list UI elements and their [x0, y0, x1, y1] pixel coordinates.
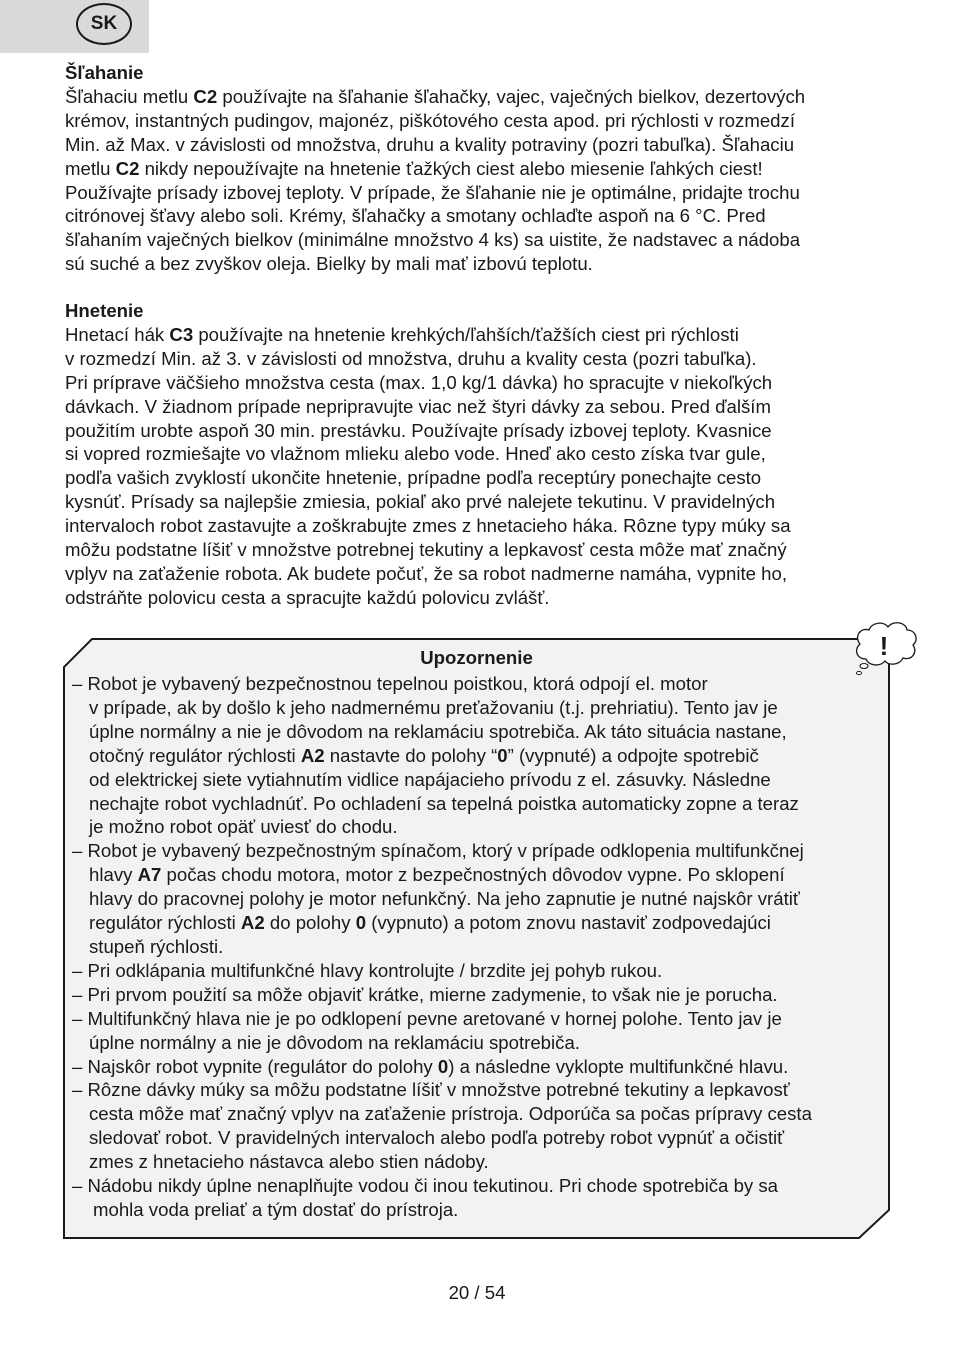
warning-bold-ref: 0 [497, 744, 508, 766]
kneading-bold-ref: C3 [169, 323, 194, 345]
whipping-line [65, 85, 895, 109]
warning-bold-ref: A7 [137, 864, 162, 886]
warning-text: od elektrickej siete vytiahnutím vidlice napájacieho prívodu z el. zásuvky. Následne [89, 768, 771, 790]
kneading-text: môžu podstatne líšiť v množstve potrebnej tekutiny a lepkavosť cesta môže mať značný [65, 539, 787, 561]
warning-list-item-continuation [72, 1198, 892, 1222]
kneading-text: kysnúť. Prísady sa najlepšie zmiesia, pokiaľ ako prvé nalejete tekutinu. V pravidelných [65, 491, 776, 513]
warning-list-item-continuation [72, 696, 892, 720]
warning-text: úplne normálny a nie je dôvodom na reklamáciu spotrebiča. [89, 1031, 580, 1053]
kneading-line [65, 395, 895, 419]
kneading-body [65, 323, 895, 610]
kneading-line [65, 490, 895, 514]
warning-text: – Robot je vybavený bezpečnostným spínačom, ktorý v prípade odklopenia multifunkčnej [72, 840, 804, 862]
kneading-text: používajte na hnetenie krehkých/ľahších/ťažších ciest pri rýchlosti [193, 323, 739, 345]
warning-text: cesta môže mať značný vplyv na zaťaženie prístroja. Odporúča sa počas prípravy cesta [89, 1103, 812, 1125]
warning-list-item-continuation [72, 1102, 892, 1126]
warning-list-item-continuation [72, 768, 892, 792]
warning-list-item-continuation [72, 887, 892, 911]
warning-list-item [72, 983, 892, 1007]
warning-text: v prípade, ak by došlo k jeho nadmernému preťažovaniu (t.j. prehriatiu). Tento jav je [89, 696, 778, 718]
warning-text: stupeň rýchlosti. [89, 935, 224, 957]
kneading-line [65, 442, 895, 466]
warning-text: nastavte do polohy “ [324, 744, 498, 766]
warning-bold-ref: 0 [437, 1055, 449, 1077]
whipping-text: metlu [65, 157, 116, 179]
warning-list-item-continuation [72, 815, 892, 839]
page-number: 20 / 54 [448, 1282, 506, 1303]
kneading-text: Hnetací hák [65, 323, 170, 345]
kneading-line [65, 514, 895, 538]
warning-text: – Multifunkčný hlava nie je po odklopení pevne aretované v hornej polohe. Tento jav je [72, 1007, 782, 1029]
whipping-line [65, 157, 895, 181]
whipping-text: šľahaním vaječných bielkov (minimálne množstvo 4 ks) sa uistite, že nadstavec a nádoba [65, 229, 801, 251]
whipping-bold-ref: C2 [193, 85, 218, 107]
warning-text: mohla voda preliať a tým dostať do prístroja. [93, 1198, 459, 1220]
warning-text: otočný regulátor rýchlosti [89, 744, 301, 766]
warning-text: je možno robot opäť uviesť do chodu. [89, 816, 398, 838]
warning-list-item [72, 1055, 892, 1079]
whipping-line [65, 133, 895, 157]
whipping-section [65, 61, 895, 276]
kneading-text: odstráňte polovicu cesta a spracujte každú polovicu zvlášť. [65, 586, 550, 608]
whipping-text: sú suché a bez zvyškov oleja. Bielky by mali mať izbovú teplotu. [65, 253, 593, 275]
warning-text: – Pri odklápania multifunkčné hlavy kontrolujte / brzdite jej pohyb rukou. [72, 959, 663, 981]
kneading-heading: Hnetenie [65, 300, 144, 321]
warning-text: (vypnuto) a potom znovu nastaviť zodpovedajúci [366, 912, 771, 934]
whipping-text: používajte na šľahanie šľahačky, vajec, vaječných bielkov, dezertových [217, 85, 806, 107]
warning-bold-ref: 0 [355, 912, 367, 934]
warning-text: ) a následne vyklopte multifunkčné hlavu. [448, 1055, 789, 1077]
warning-list-item [72, 959, 892, 983]
warning-text: nechajte robot vychladnúť. Po ochladení sa tepelná poistka automaticky zopne a teraz [89, 792, 799, 814]
warning-text: regulátor rýchlosti [89, 912, 241, 934]
warning-bold-ref: A2 [300, 744, 325, 766]
warning-list-item [72, 1174, 892, 1198]
language-badge: SK [76, 3, 132, 45]
whipping-line [65, 252, 895, 276]
whipping-text: nikdy nepoužívajte na hnetenie ťažkých ciest alebo miesenie ľahkých ciest! [139, 157, 763, 179]
whipping-text: Šľahaciu metlu [65, 85, 194, 107]
kneading-line [65, 466, 895, 490]
warning-text: počas chodu motora, motor z bezpečnostných dôvodov vypne. Po sklopení [161, 864, 785, 886]
kneading-line [65, 419, 895, 443]
warning-text: ” (vypnuté) a odpojte spotrebič [507, 744, 759, 766]
whipping-text: krémov, instantných pudingov, majonéz, piškótového cesta apod. pri rýchlosti v rozmedzí [65, 109, 795, 131]
kneading-line [65, 562, 895, 586]
warning-list-item-continuation [72, 720, 892, 744]
warning-text: sledovať robot. V pravidelných intervaloch alebo podľa potreby robot vypnúť a očistiť [89, 1127, 785, 1149]
warning-text: úplne normálny a nie je dôvodom na reklamáciu spotrebiča. Ak táto situácia nastane, [89, 720, 787, 742]
whipping-line [65, 109, 895, 133]
whipping-line [65, 181, 895, 205]
kneading-line [65, 323, 895, 347]
warning-list-item-continuation [72, 863, 892, 887]
kneading-line [65, 538, 895, 562]
kneading-text: dávkach. V žiadnom prípade nepripravujte viac než štyri dávky za sebou. Pred ďalším [65, 395, 771, 417]
whipping-text: Používajte prísady izbovej teploty. V prípade, že šľahanie nie je optimálne, pridajte trochu [65, 181, 800, 203]
language-tab [0, 0, 149, 53]
warning-list-item-continuation [72, 792, 892, 816]
warning-list-item [72, 1007, 892, 1031]
kneading-line [65, 586, 895, 610]
warning-list-item-continuation [72, 935, 892, 959]
warning-list-item-continuation [72, 911, 892, 935]
kneading-line [65, 347, 895, 371]
warning-list [72, 672, 892, 1222]
warning-list-item-continuation [72, 1031, 892, 1055]
whipping-line [65, 228, 895, 252]
warning-text: do polohy [264, 912, 356, 934]
kneading-line [65, 371, 895, 395]
exclamation-icon: ! [879, 631, 889, 661]
warning-list-item-continuation [72, 1150, 892, 1174]
whipping-text: Min. až Max. v závislosti od množstva, druhu a kvality potraviny (pozri tabuľka). Šľahaciu [65, 133, 795, 155]
warning-list-item [72, 672, 892, 696]
kneading-text: intervaloch robot zastavujte a zoškrabujte zmes z hnetacieho háka. Rôzne typy múky sa [65, 515, 791, 537]
warning-text: hlavy [89, 864, 138, 886]
warning-text: – Robot je vybavený bezpečnostnou tepelnou poistkou, ktorá odpojí el. motor [72, 673, 708, 694]
kneading-text: vplyv na zaťaženie robota. Ak budete počuť, že sa robot nadmerne namáha, vypnite ho, [65, 562, 787, 584]
whipping-bold-ref: C2 [115, 157, 140, 179]
kneading-text: Pri príprave väčšieho množstva cesta (max. 1,0 kg/1 dávka) ho spracujte v niekoľkých [65, 371, 773, 393]
warning-list-item-continuation [72, 1126, 892, 1150]
kneading-text: podľa vašich zvyklostí ukončite hnetenie, prípadne podľa receptúry ponechajte cesto [65, 467, 762, 489]
warning-text: hlavy do pracovnej polohy je motor nefunkčný. Na jeho zapnutie je nutné najskôr vrátiť [89, 888, 800, 910]
kneading-text: v rozmedzí Min. až 3. v závislosti od množstva, druhu a kvality cesta (pozri tabuľka). [65, 347, 757, 369]
warning-bold-ref: A2 [240, 912, 265, 934]
warning-text: – Rôzne dávky múky sa môžu podstatne líšiť v množstve potrebné tekutiny a lepkavosť [72, 1079, 790, 1101]
warning-text: – Najskôr robot vypnite (regulátor do polohy [72, 1055, 438, 1077]
warning-text: – Nádobu nikdy úplne nenaplňujte vodou či inou tekutinou. Pri chode spotrebiča by sa [72, 1175, 779, 1197]
whipping-heading: Šľahanie [65, 62, 144, 83]
warning-list-item [72, 1078, 892, 1102]
warning-title: Upozornenie [420, 647, 533, 668]
whipping-body [65, 85, 895, 276]
kneading-text: použitím urobte aspoň 30 min. prestávku. Používajte prísady izbovej teploty. Kvasnice [65, 419, 772, 441]
warning-list-item [72, 839, 892, 863]
warning-text: – Pri prvom použití sa môže objaviť krátke, mierne zadymenie, to však nie je porucha. [72, 983, 778, 1005]
warning-list-item-continuation [72, 744, 892, 768]
whipping-line [65, 204, 895, 228]
whipping-text: citrónovej šťavy alebo soli. Krémy, šľahačky a smotany ochlaďte aspoň na 6 °C. Pred [65, 205, 766, 227]
warning-text: zmes z hnetacieho nástavca alebo stien nádoby. [89, 1151, 489, 1173]
kneading-section [65, 299, 895, 610]
kneading-text: si vopred rozmiešajte vo vlažnom mlieku alebo vode. Hneď ako cesto získa tvar gule, [65, 443, 766, 465]
